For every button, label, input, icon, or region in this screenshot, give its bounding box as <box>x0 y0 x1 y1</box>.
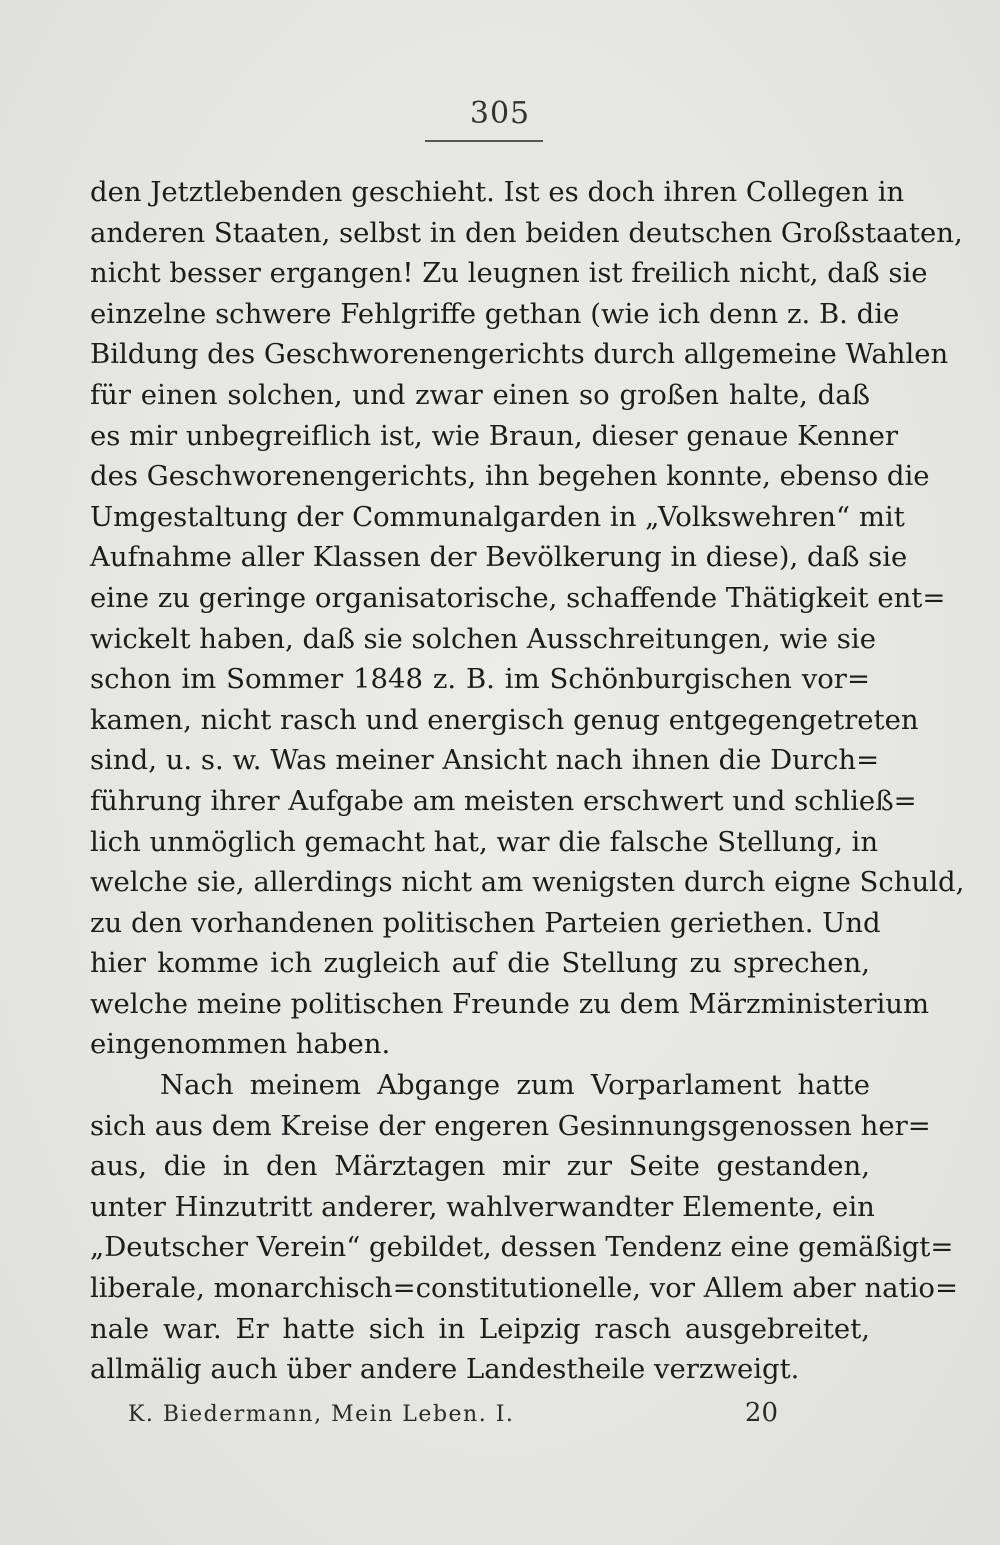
text-line: es mir unbegreiflich ist, wie Braun, dieser genaue Kenner <box>90 419 899 452</box>
text-line: für einen solchen, und zwar einen so großen halte, daß <box>90 378 870 411</box>
text-line: zu den vorhandenen politischen Parteien geriethen. Und <box>90 906 881 939</box>
text-line: kamen, nicht rasch und energisch genug entgegengetreten <box>90 703 919 736</box>
text-line: aus, die in den Märztagen mir zur Seite gestanden, <box>90 1150 870 1183</box>
footer-signature: K. Biedermann, Mein Leben. I. <box>128 1402 515 1427</box>
text-line: eingenommen haben. <box>90 1028 391 1061</box>
header-rule <box>425 140 543 142</box>
text-line: einzelne schwere Fehlgriffe gethan (wie ich denn z. B. die <box>90 297 900 330</box>
text-line: Aufnahme aller Klassen der Bevölkerung in diese), daß sie <box>90 541 908 574</box>
text-line: welche meine politischen Freunde zu dem Märzministerium <box>90 987 930 1020</box>
text-line: wickelt haben, daß sie solchen Ausschreitungen, wie sie <box>90 622 876 655</box>
text-line: des Geschworenengerichts, ihn begehen konnte, ebenso die <box>90 460 930 493</box>
paragraph <box>90 1065 958 1390</box>
text-line: unter Hinzutritt anderer, wahlverwandter Elemente, ein <box>90 1190 875 1223</box>
text-line: Nach meinem Abgange zum Vorparlament hatte <box>160 1069 870 1102</box>
body-text <box>90 172 965 1390</box>
text-line: welche sie, allerdings nicht am wenigsten durch eigne Schuld, <box>90 866 965 899</box>
text-line: sind, u. s. w. Was meiner Ansicht nach ihnen die Durch= <box>90 744 880 777</box>
text-line: den Jetztlebenden geschieht. Ist es doch ihren Collegen in <box>90 176 905 208</box>
paragraph <box>90 172 965 1065</box>
page-number: 305 <box>469 96 531 131</box>
text-line: Umgestaltung der Communalgarden in „Volkswehren“ mit <box>90 500 905 533</box>
text-line: schon im Sommer 1848 z. B. im Schönburgischen vor= <box>90 663 870 696</box>
text-line: führung ihrer Aufgabe am meisten erschwert und schließ= <box>90 784 917 817</box>
text-line: liberale, monarchisch=constitutionelle, vor Allem aber natio= <box>90 1272 958 1305</box>
text-line: „Deutscher Verein“ gebildet, dessen Tendenz eine gemäßigt= <box>90 1231 954 1264</box>
text-line: anderen Staaten, selbst in den beiden deutschen Großstaaten, <box>90 216 963 249</box>
text-line: sich aus dem Kreise der engeren Gesinnungsgenossen her= <box>90 1109 931 1142</box>
text-line: Bildung des Geschworenengerichts durch allgemeine Wahlen <box>90 338 949 371</box>
sheet-number: 20 <box>744 1398 778 1428</box>
page-footer <box>128 1398 788 1442</box>
text-line: eine zu geringe organisatorische, schaffende Thätigkeit ent= <box>90 581 946 614</box>
text-line: allmälig auch über andere Landestheile verzweigt. <box>90 1353 800 1386</box>
text-line: lich unmöglich gemacht hat, war die falsche Stellung, in <box>90 825 879 858</box>
text-line: nicht besser ergangen! Zu leugnen ist freilich nicht, daß sie <box>90 257 928 290</box>
text-line: hier komme ich zugleich auf die Stellung zu sprechen, <box>90 947 870 980</box>
text-line: nale war. Er hatte sich in Leipzig rasch ausgebreitet, <box>90 1312 870 1345</box>
